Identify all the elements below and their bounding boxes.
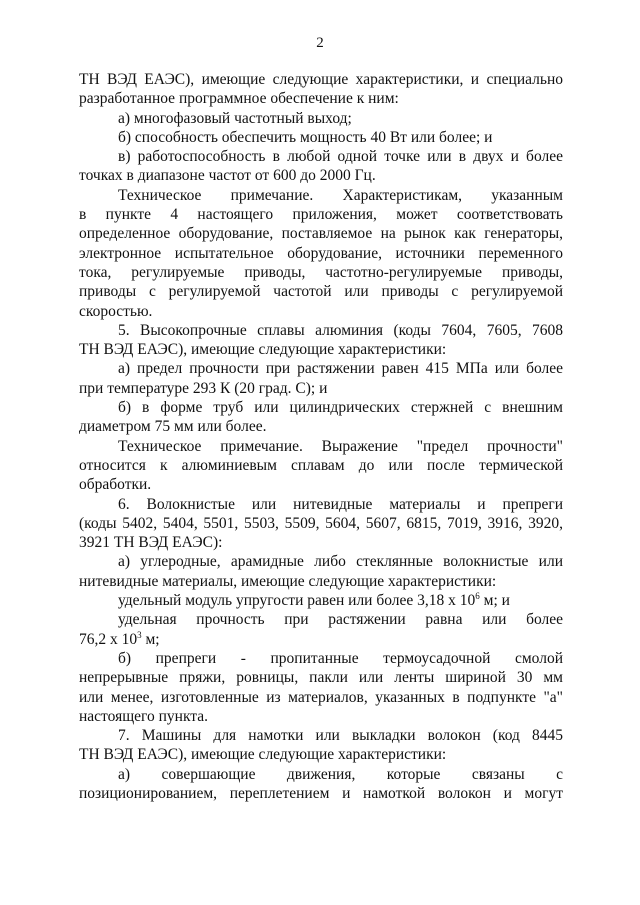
text-line-content: непрерывные пряжи, ровницы, пакли или ленты шириной 30 мм [79, 669, 563, 687]
superscript-exponent: 6 [475, 590, 480, 601]
text-line-content: при температуре 293 К (20 град. С); и [79, 379, 328, 397]
text-line [79, 688, 563, 707]
text-line-content: скоростью. [79, 302, 153, 320]
text-line [79, 379, 563, 398]
text-line [79, 398, 563, 417]
text-line [79, 495, 563, 514]
text-line [79, 649, 563, 668]
text-line [79, 89, 563, 108]
text-line [79, 572, 563, 591]
text-line-content: б) способность обеспечить мощность 40 Вт или более; и [118, 128, 493, 146]
text-line-content: Техническое примечание. Выражение "предел прочности" [118, 437, 563, 455]
text-line [79, 456, 563, 475]
text-line [79, 707, 563, 726]
text-line-content: обработки. [79, 476, 152, 494]
text-line-content: в) работоспособность в любой одной точке или в двух и более [118, 148, 563, 166]
text-line [79, 263, 563, 282]
text-line [79, 591, 563, 610]
text-line-content: б) в форме труб или цилиндрических стержней с внешним [118, 399, 563, 417]
text-line [79, 147, 563, 166]
text-line-content: настоящего пункта. [79, 707, 209, 725]
text-line [79, 630, 563, 649]
text-line [79, 784, 563, 803]
text-line-content: 7. Машины для намотки или выкладки волокон (код 8445 [118, 727, 563, 745]
text-line-content: ТН ВЭД ЕАЭС), имеющие следующие характеристики, и специально [79, 71, 563, 88]
text-line-content: в пункте 4 настоящего приложения, может соответствовать [79, 206, 563, 224]
text-line-content: а) совершающие движения, которые связаны с [118, 765, 563, 783]
text-line-content: определенное оборудование, поставляемое на рынок как генераторы, [79, 225, 563, 243]
text-line-content: 76,2 x 10 [79, 630, 138, 648]
text-line-content: удельный модуль упругости равен или более 3,18 x 10 [118, 592, 476, 610]
text-line [79, 437, 563, 456]
superscript-exponent: 3 [137, 629, 142, 640]
text-line [79, 668, 563, 687]
text-line [79, 70, 563, 89]
text-line [79, 745, 563, 764]
text-line-content: разработанное программное обеспечение к ним: [79, 90, 399, 108]
text-line-content: позиционированием, переплетением и намоткой волокон и могут [79, 784, 563, 802]
text-line-content: ТН ВЭД ЕАЭС), имеющие следующие характеристики: [79, 341, 447, 359]
text-line [79, 475, 563, 494]
text-line [79, 610, 563, 629]
text-line-content: удельная прочность при растяжении равна или более [118, 611, 563, 629]
text-line-suffix: м; [141, 630, 160, 648]
text-line [79, 359, 563, 378]
text-line-content: приводы с регулируемой частотой или приводы с регулируемой [79, 283, 563, 301]
text-line [79, 224, 563, 243]
text-line-content: а) углеродные, арамидные либо стеклянные волокнистые или [118, 553, 563, 571]
text-line-content: 3921 ТН ВЭД ЕАЭС): [79, 534, 223, 552]
text-line-content: 6. Волокнистые или нитевидные материалы и препреги [118, 495, 563, 513]
document-body [79, 70, 563, 803]
text-line-content: точках в диапазоне частот от 600 до 2000 Гц. [79, 167, 376, 185]
text-line-content: нитевидные материалы, имеющие следующие характеристики: [79, 572, 497, 590]
text-line-content: диаметром 75 мм или более. [79, 418, 267, 436]
text-line-content: 5. Высокопрочные сплавы алюминия (коды 7604, 7605, 7608 [118, 321, 563, 339]
text-line-content: б) препреги - пропитанные термоусадочной смолой [118, 649, 563, 667]
text-line [79, 244, 563, 263]
text-line [79, 514, 563, 533]
text-line [79, 765, 563, 784]
text-line-content: Техническое примечание. Характеристикам, указанным [118, 186, 563, 204]
text-line [79, 205, 563, 224]
text-line [79, 340, 563, 359]
text-line [79, 552, 563, 571]
text-line-content: (коды 5402, 5404, 5501, 5503, 5509, 5604, 5607, 6815, 7019, 3916, 3920, [79, 514, 563, 532]
text-line-content: тока, регулируемые приводы, частотно-регулируемые приводы, [79, 263, 563, 281]
text-line [79, 726, 563, 745]
text-line-content: относится к алюминиевым сплавам до или после термической [79, 456, 563, 474]
page-number: 2 [316, 35, 324, 51]
text-line [79, 282, 563, 301]
text-line [79, 302, 563, 321]
text-line [79, 533, 563, 552]
text-line-content: электронное испытательное оборудование, источники переменного [79, 244, 563, 262]
text-line [79, 321, 563, 340]
text-line [79, 109, 563, 128]
text-line-content: а) многофазовый частотный выход; [118, 109, 352, 127]
text-line-content: или менее, изготовленные из материалов, указанных в подпункте "а" [79, 688, 563, 706]
text-line [79, 166, 563, 185]
text-line-content: ТН ВЭД ЕАЭС), имеющие следующие характеристики: [79, 746, 447, 764]
text-line [79, 417, 563, 436]
text-line [79, 186, 563, 205]
text-line [79, 128, 563, 147]
text-line-content: а) предел прочности при растяжении равен 415 МПа или более [118, 360, 563, 378]
text-line-suffix: м; и [479, 592, 510, 610]
